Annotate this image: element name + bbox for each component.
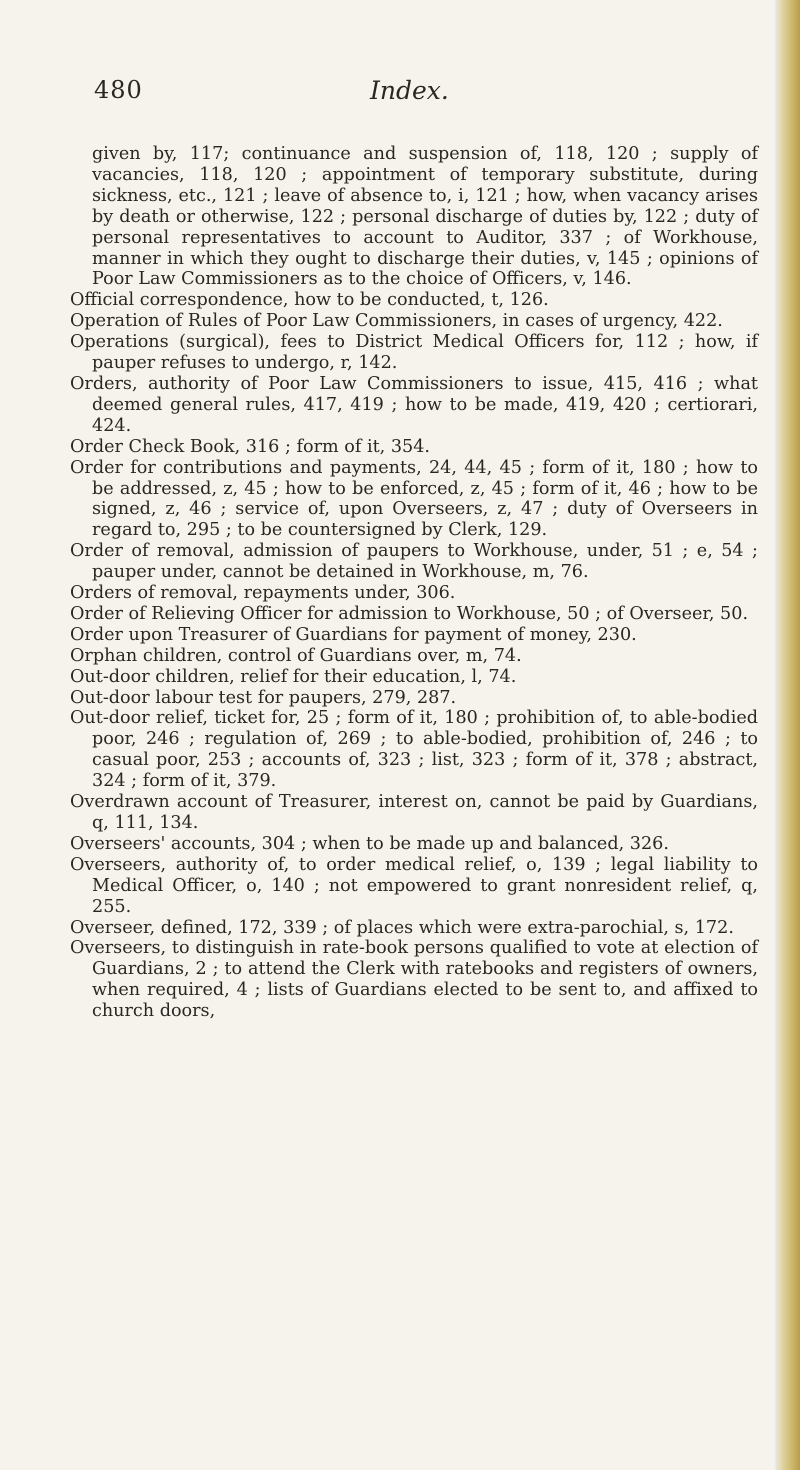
index-entry: Order of removal, admission of paupers to Workhouse, under, 51 ; e, 54 ; pauper under, cannot be detained in Workhouse, m, 76. bbox=[70, 541, 758, 583]
index-entry: Out-door relief, ticket for, 25 ; form of it, 180 ; prohibition of, to able-bodied poor, 246 ; regulation of, 269 ; to able-bodied, prohibition of, 246 ; to casual poor, 253 ; accounts of, 323 ; list, 323 ; form of it, 378 ; abstract, 324 ; form of it, 379. bbox=[70, 708, 758, 792]
index-entry: Operations (surgical), fees to District Medical Officers for, 112 ; how, if pauper refuses to undergo, r, 142. bbox=[70, 332, 758, 374]
index-entry: Order Check Book, 316 ; form of it, 354. bbox=[70, 436, 431, 457]
page-edge bbox=[778, 0, 800, 1470]
index-entry: Orphan children, control of Guardians over, m, 74. bbox=[70, 645, 522, 666]
index-entry: Out-door children, relief for their education, l, 74. bbox=[70, 666, 517, 687]
index-entry: Orders of removal, repayments under, 306. bbox=[70, 583, 456, 604]
index-entry: Order upon Treasurer of Guardians for payment of money, 230. bbox=[70, 624, 637, 645]
page-title: Index. bbox=[370, 76, 449, 105]
index-entry: Orders, authority of Poor Law Commissioners to issue, 415, 416 ; what deemed general rules, 417, 419 ; how to be made, 419, 420 ; certiorari, 424. bbox=[70, 373, 758, 436]
index-entry: Out-door labour test for paupers, 279, 287. bbox=[70, 687, 457, 708]
index-entry: Overseers' accounts, 304 ; when to be made up and balanced, 326. bbox=[70, 833, 669, 854]
page-number: 480 bbox=[94, 76, 143, 104]
index-entry: given by, 117; continuance and suspension of, 118, 120 ; supply of vacancies, 118, 120 ; appointment of temporary substitute, during sickness, etc., 121 ; leave of absence to, i, 121 ; how, when vacancy arises by death or otherwise, 122 ; personal discharge of duties by, 122 ; duty of personal representatives to account to Auditor, 337 ; of Workhouse, manner in which they ought to discharge their duties, v, 145 ; opinions of Poor Law Commissioners as to the choice of Officers, v, 146. bbox=[92, 144, 758, 290]
index-entry: Overseers, authority of, to order medical relief, o, 139 ; legal liability to Medical Officer, o, 140 ; not empowered to grant nonresident relief, q, 255. bbox=[70, 854, 758, 917]
index-entry: Overdrawn account of Treasurer, interest on, cannot be paid by Guardians, q, 111, 134. bbox=[70, 792, 758, 833]
index-entry: Overseers, to distinguish in rate-book persons qualified to vote at election of Guardians, 2 ; to attend the Clerk with ratebooks and registers of owners, when required, 4 ; lists of Guardians elected to be sent to, and affixed to church doors, bbox=[70, 938, 758, 1022]
index-entry: Official correspondence, how to be conducted, t, 126. bbox=[70, 290, 549, 311]
index-entry: Overseer, defined, 172, 339 ; of places which were extra-parochial, s, 172. bbox=[70, 917, 734, 938]
index-entry: Operation of Rules of Poor Law Commissioners, in cases of urgency, 422. bbox=[70, 311, 723, 332]
index-entry: Order for contributions and payments, 24, 44, 45 ; form of it, 180 ; how to be addressed, z, 45 ; how to be enforced, z, 45 ; form of it, 46 ; how to be signed, z, 46 ; service of, upon Overseers, z, 47 ; duty of Overseers in regard to, 295 ; to be countersigned by Clerk, 129. bbox=[70, 457, 758, 541]
index-entries bbox=[70, 144, 758, 1022]
page-header bbox=[0, 76, 800, 116]
index-entry: Order of Relieving Officer for admission to Workhouse, 50 ; of Overseer, 50. bbox=[70, 603, 749, 624]
